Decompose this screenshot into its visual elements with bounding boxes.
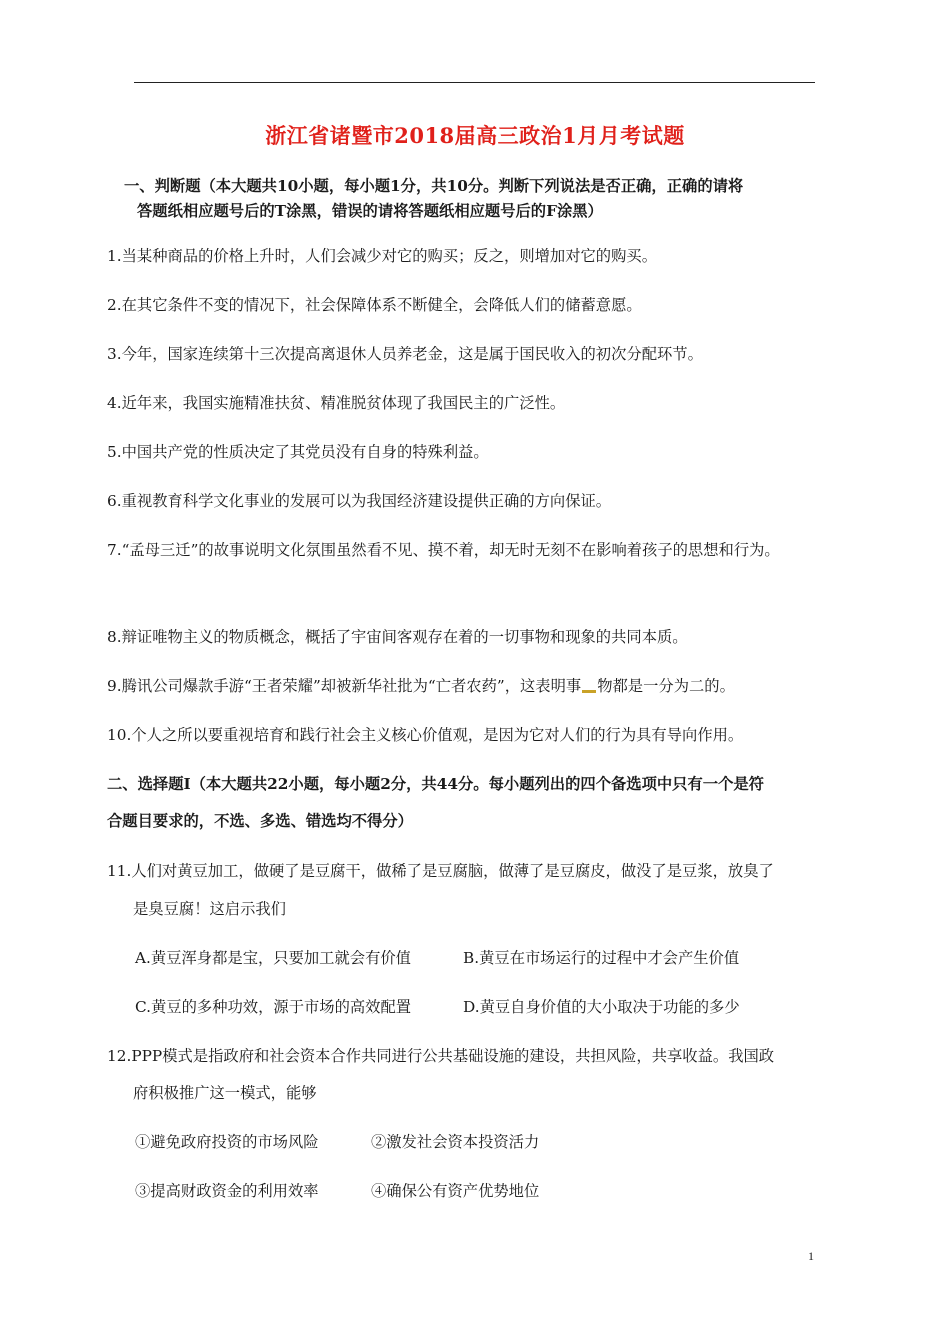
question-12: 12.PPP模式是指政府和社会资本合作共同进行公共基础设施的建设，共担风险，共享收益。我国政 <box>107 1047 775 1065</box>
section1-heading-cont: 答题纸相应题号后的T涂黑，错误的请将答题纸相应题号后的F涂黑） <box>137 202 603 220</box>
section1-heading: 一、判断题（本大题共10小题，每小题1分，共10分。判断下列说法是否正确，正确的请将 <box>124 177 744 195</box>
question-6: 6.重视教育科学文化事业的发展可以为我国经济建设提供正确的方向保证。 <box>107 492 612 510</box>
option-12-4: ④确保公有资产优势地位 <box>371 1182 540 1200</box>
question-5: 5.中国共产党的性质决定了其党员没有自身的特殊利益。 <box>107 443 489 461</box>
question-9-part1: 9.腾讯公司爆款手游“王者荣耀”却被新华社批为“亡者农药”，这表明事 <box>107 677 582 695</box>
option-11-c: C.黄豆的多种功效，源于市场的高效配置 <box>135 998 412 1016</box>
option-11-a: A.黄豆浑身都是宝，只要加工就会有价值 <box>135 949 411 967</box>
question-9 <box>107 674 735 696</box>
section2-heading-cont: 合题目要求的，不选、多选、错选均不得分） <box>107 812 413 830</box>
question-4: 4.近年来，我国实施精准扶贫、精准脱贫体现了我国民主的广泛性。 <box>107 394 566 412</box>
question-10: 10.个人之所以要重视培育和践行社会主义核心价值观，是因为它对人们的行为具有导向作用。 <box>107 726 744 744</box>
question-9-part2: 物都是一分为二的。 <box>597 677 735 695</box>
highlight-mark <box>582 690 596 693</box>
question-12-cont: 府积极推广这一模式，能够 <box>133 1084 317 1102</box>
option-11-d: D.黄豆自身价值的大小取决于功能的多少 <box>463 998 740 1016</box>
option-12-3: ③提高财政资金的利用效率 <box>135 1182 319 1200</box>
question-3: 3.今年，国家连续第十三次提高离退休人员养老金，这是属于国民收入的初次分配环节。 <box>107 345 703 363</box>
question-11-cont: 是臭豆腐！这启示我们 <box>133 900 286 918</box>
header-rule <box>134 82 815 83</box>
page-number: 1 <box>808 1249 814 1263</box>
page-title: 浙江省诸暨市2018届高三政治1月月考试题 <box>265 123 685 148</box>
option-12-1: ①避免政府投资的市场风险 <box>135 1133 319 1151</box>
question-2: 2.在其它条件不变的情况下，社会保障体系不断健全，会降低人们的储蓄意愿。 <box>107 296 642 314</box>
option-11-b: B.黄豆在市场运行的过程中才会产生价值 <box>463 949 740 967</box>
option-12-2: ②激发社会资本投资活力 <box>371 1133 540 1151</box>
section2-heading: 二、选择题Ⅰ（本大题共22小题，每小题2分，共44分。每小题列出的四个备选项中只有一个是符 <box>107 775 764 793</box>
question-8: 8.辩证唯物主义的物质概念，概括了宇宙间客观存在着的一切事物和现象的共同本质。 <box>107 628 688 646</box>
question-1: 1.当某种商品的价格上升时，人们会减少对它的购买；反之，则增加对它的购买。 <box>107 247 657 265</box>
question-7: 7.“孟母三迁”的故事说明文化氛围虽然看不见、摸不着，却无时无刻不在影响着孩子的思想和行为。 <box>107 541 780 559</box>
question-11: 11.人们对黄豆加工，做硬了是豆腐干，做稀了是豆腐脑，做薄了是豆腐皮，做没了是豆浆，放臭了 <box>107 862 774 880</box>
